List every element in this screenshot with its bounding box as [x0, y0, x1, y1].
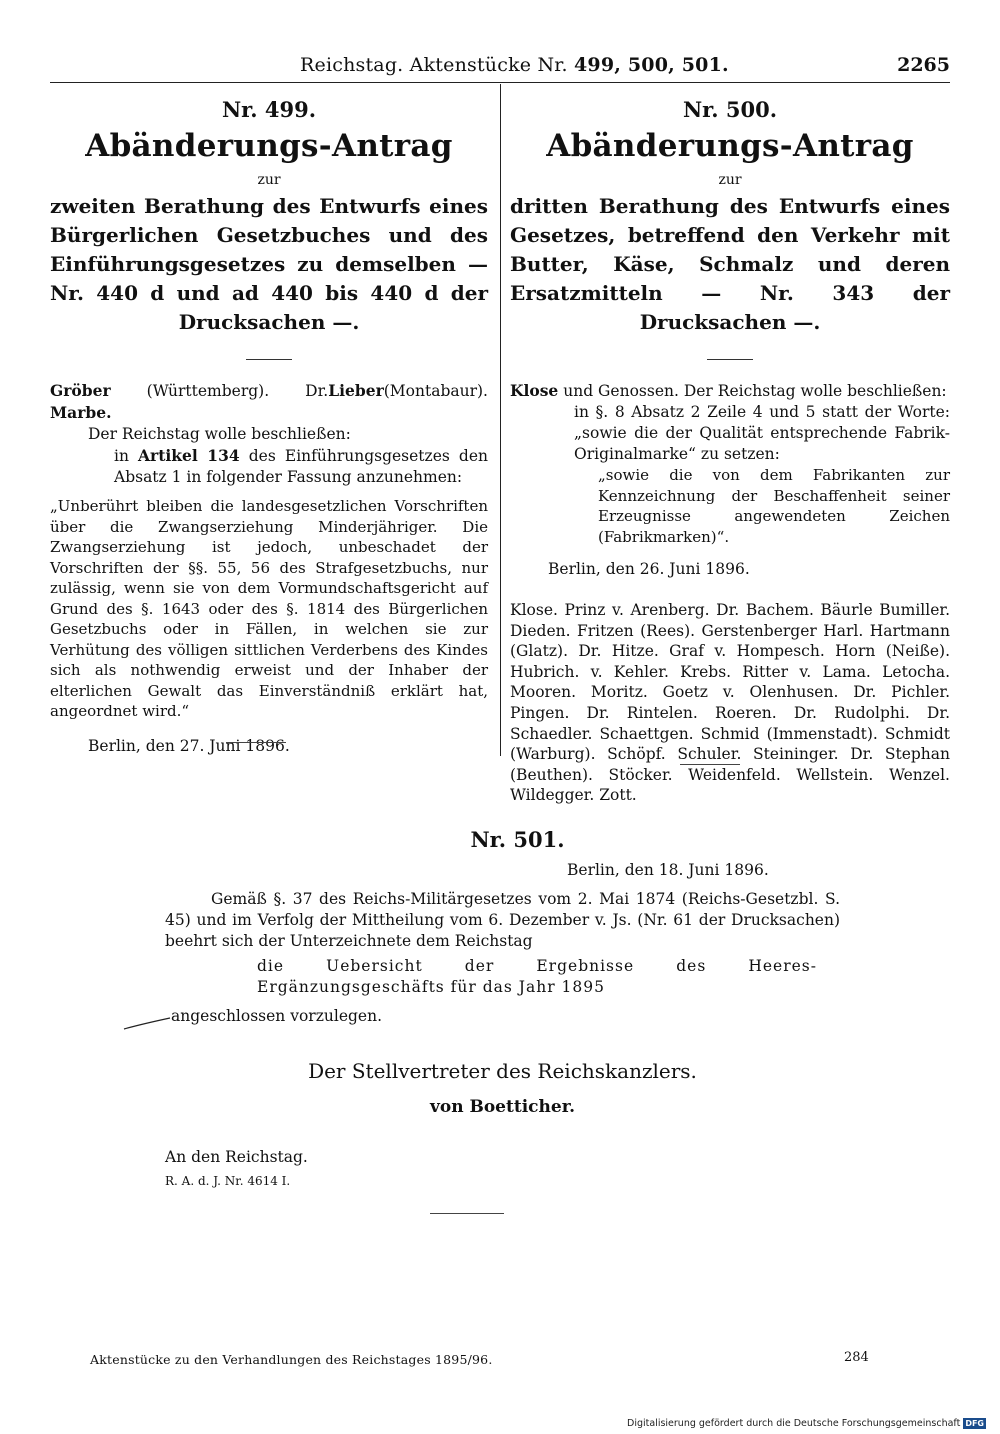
header-rule [50, 82, 950, 83]
proposer-detail: und Genossen. Der Reichstag wolle beschließen: [563, 382, 947, 400]
zur-label: zur [718, 172, 742, 188]
section-title: Abänderungs-Antrag [546, 128, 914, 164]
dfg-logo: DFG [965, 1419, 984, 1428]
section-subtitle: dritten Berathung des Entwurfs eines Gesetzes, betreffend den Verkehr mit Butter, Käse, Schmalz und deren Ersatzmitteln — Nr. 343 der Drucksachen —. [510, 194, 950, 334]
section-number: Nr. 501. [470, 827, 565, 852]
section-number: Nr. 499. [221, 97, 317, 122]
body-paragraph: Gemäß §. 37 des Reichs-Militärgesetzes vom 2. Mai 1874 (Reichs-Gesetzbl. S. 45) und im Verfolg der Mittheilung vom 6. Dezember v. Js. (Nr. 61 der Drucksachen) beehrt sich der Unterzeichnete dem Reichstag [165, 890, 840, 950]
separator-rule [707, 359, 753, 360]
sheet-number: 284 [844, 1350, 869, 1365]
instruction-pre: in [114, 447, 129, 465]
proposer-name: Marbe. [50, 403, 112, 422]
proposer-detail: (Montabaur). [383, 382, 488, 400]
signature-name: von Boetticher. [429, 1097, 576, 1117]
section-number: Nr. 500. [682, 97, 778, 122]
section-499 [50, 96, 488, 757]
footer-title: Aktenstücke zu den Verhandlungen des Reichstages 1895/96. [90, 1352, 493, 1367]
section-subtitle: zweiten Berathung des Entwurfs eines Bürgerlichen Gesetzbuches und des Einführungsgesetzes zu demselben — Nr. 440 d und ad 440 bis 440 d der Drucksachen —. [50, 194, 488, 334]
proposer-name: Gröber [50, 381, 111, 400]
end-rule [226, 742, 286, 743]
attached-line: angeschlossen vorzulegen. [171, 1007, 382, 1025]
proposers-line [510, 380, 950, 402]
date-line: Berlin, den 27. Juni 1896. [88, 736, 290, 755]
instruction-post: des Einführungsgesetzes den Absatz 1 in folgender Fassung anzunehmen: [114, 447, 488, 486]
proposer-name: Klose [510, 381, 559, 400]
proposer-name: Lieber [328, 381, 384, 400]
digitization-text: Digitalisierung gefördert durch die Deutsche Forschungsgemeinschaft [627, 1418, 961, 1429]
date-line: Berlin, den 26. Juni 1896. [548, 560, 750, 578]
resolution-line: Der Reichstag wolle beschließen: [88, 425, 351, 443]
end-rule [430, 1213, 504, 1214]
section-title: Abänderungs-Antrag [85, 128, 453, 164]
addressee: An den Reichstag. [165, 1148, 308, 1166]
signatory-title: Der Stellvertreter des Reichskanzlers. [308, 1059, 697, 1083]
instruction-text [114, 445, 488, 488]
digitization-note [627, 1418, 986, 1429]
pen-stroke-mark [122, 1012, 172, 1032]
quoted-text: „sowie die von dem Fabrikanten zur Kennzeichnung der Beschaffenheit seiner Erzeugnisse angewendeten Zeichen (Fabrikmarken)“. [598, 466, 950, 546]
reference-number: R. A. d. J. Nr. 4614 I. [165, 1174, 291, 1188]
running-header [290, 50, 950, 80]
overview-title: die Uebersicht der Ergebnisse des Heeres-Ergänzungsgeschäfts für das Jahr 1895 [257, 957, 817, 996]
proposer-detail: (Württemberg). Dr. [146, 382, 329, 400]
separator-rule [246, 359, 292, 360]
page-number: 2265 [897, 54, 950, 76]
article-ref: Artikel 134 [138, 446, 240, 465]
column-divider [500, 84, 501, 756]
instruction-text: in §. 8 Absatz 2 Zeile 4 und 5 statt der Worte: „sowie die der Qualität entsprechende Fabrik-Originalmarke“ zu setzen: [574, 403, 950, 463]
quoted-text: „Unberührt bleiben die landesgesetzlichen Vorschriften über die Zwangserziehung Minderjähriger. Die Zwangserziehung ist jedoch, unbeschadet der Vorschriften der §§. 55, 56 des Strafgesetzbuchs, nur zulässig, wenn sie von dem Vormundschaftsgericht auf Grund des §. 1643 oder des §. 1814 des Bürgerlichen Gesetzbuchs oder in Fällen, in welchen sie zur Verhütung des völligen sittlichen Verderbens des Kindes sich als nothwendig erweist und der Inhaber der elterlichen Gewalt das Einverständniß erklärt hat, angeordnet wird.“ [50, 497, 488, 720]
section-501 [165, 826, 840, 1190]
running-title [300, 54, 729, 76]
date-line: Berlin, den 18. Juni 1896. [567, 861, 769, 879]
end-rule [680, 764, 740, 765]
running-title-prefix: Reichstag. Aktenstücke Nr. [300, 54, 568, 76]
running-title-numbers: 499, 500, 501. [573, 54, 729, 76]
section-500 [510, 96, 950, 806]
zur-label: zur [257, 172, 281, 188]
proposers-line [50, 380, 488, 424]
signatories-list: Klose. Prinz v. Arenberg. Dr. Bachem. Bäurle Bumiller. Dieden. Fritzen (Rees). Gerstenberger Harl. Hartmann (Glatz). Dr. Hitze. Graf v. Hompesch. Horn (Neiße). Hubrich. v. Kehler. Krebs. Ritter v. Lama. Letocha. Mooren. Moritz. Goetz v. Olenhusen. Dr. Pichler. Pingen. Dr. Rintelen. Roeren. Dr. Rudolphi. Dr. Schaedler. Schaettgen. Schmid (Immenstadt). Schmidt (Warburg). Schöpf. Schuler. Steininger. Dr. Stephan (Beuthen). Stöcker. Weidenfeld. Wellstein. Wenzel. Wildegger. Zott. [510, 601, 950, 805]
